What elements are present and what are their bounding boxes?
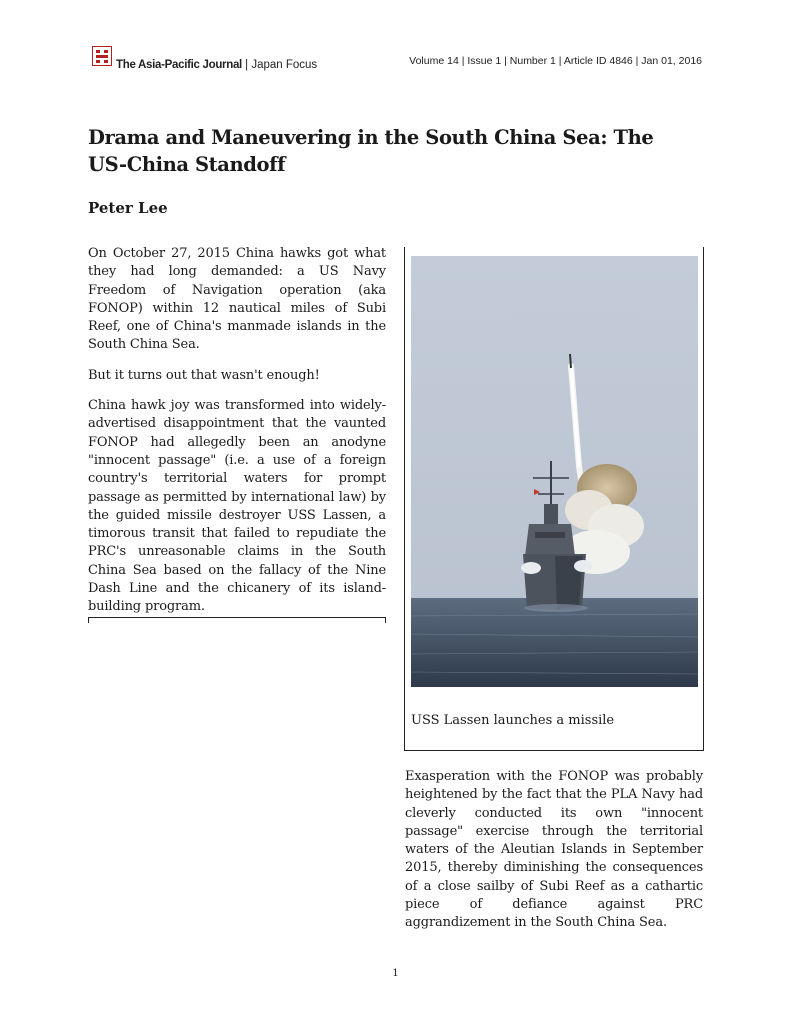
- article-title: Drama and Maneuvering in the South China Sea: The US-China Standoff: [88, 126, 654, 176]
- figure-box: [404, 247, 704, 751]
- paragraph-2: But it turns out that wasn't enough!: [88, 367, 320, 383]
- journal-brand: [116, 59, 317, 71]
- journal-subtitle: | Japan Focus: [245, 59, 318, 71]
- page-number: 1: [392, 968, 399, 979]
- paragraph-3: China hawk joy was transformed into widely-advertised disappointment that the vaunted FONOP had allegedly been an anodyne "innocent passage" (i.e. a use of a foreign country's territorial waters for prompt passage as permitted by international law) by the guided missile destroyer USS Lassen, a timorous transit that failed to repudiate the PRC's unreasonable claims in the South China Sea based on the fallacy of the Nine Dash Line and the chicanery of its island-building program.: [88, 398, 386, 615]
- paragraph-1: On October 27, 2015 China hawks got what they had long demanded: a US Navy Freedom of Navigation operation (aka FONOP) within 12 nautical miles of Subi Reef, one of China's manmade islands in the South China Sea.: [88, 246, 386, 353]
- missile-launch-photo: [411, 256, 698, 687]
- left-column: [88, 245, 386, 629]
- column-divider-box: [88, 617, 386, 623]
- article-meta: Volume 14 | Issue 1 | Number 1 | Article ID 4846 | Jan 01, 2016: [409, 55, 702, 67]
- journal-name: The Asia-Pacific Journal: [116, 59, 242, 71]
- figure-caption: USS Lassen launches a missile: [411, 713, 615, 728]
- article-author: Peter Lee: [88, 199, 168, 217]
- paragraph-4: Exasperation with the FONOP was probably heightened by the fact that the PLA Navy had cleverly conducted its own "innocent passage" exercise through the territorial waters of the Aleutian Islands in September 2015, thereby diminishing the consequences of a close sailby of Subi Reef as a cathartic piece of defiance against PRC aggrandizement in the South China Sea.: [405, 769, 703, 931]
- journal-logo: [92, 46, 112, 66]
